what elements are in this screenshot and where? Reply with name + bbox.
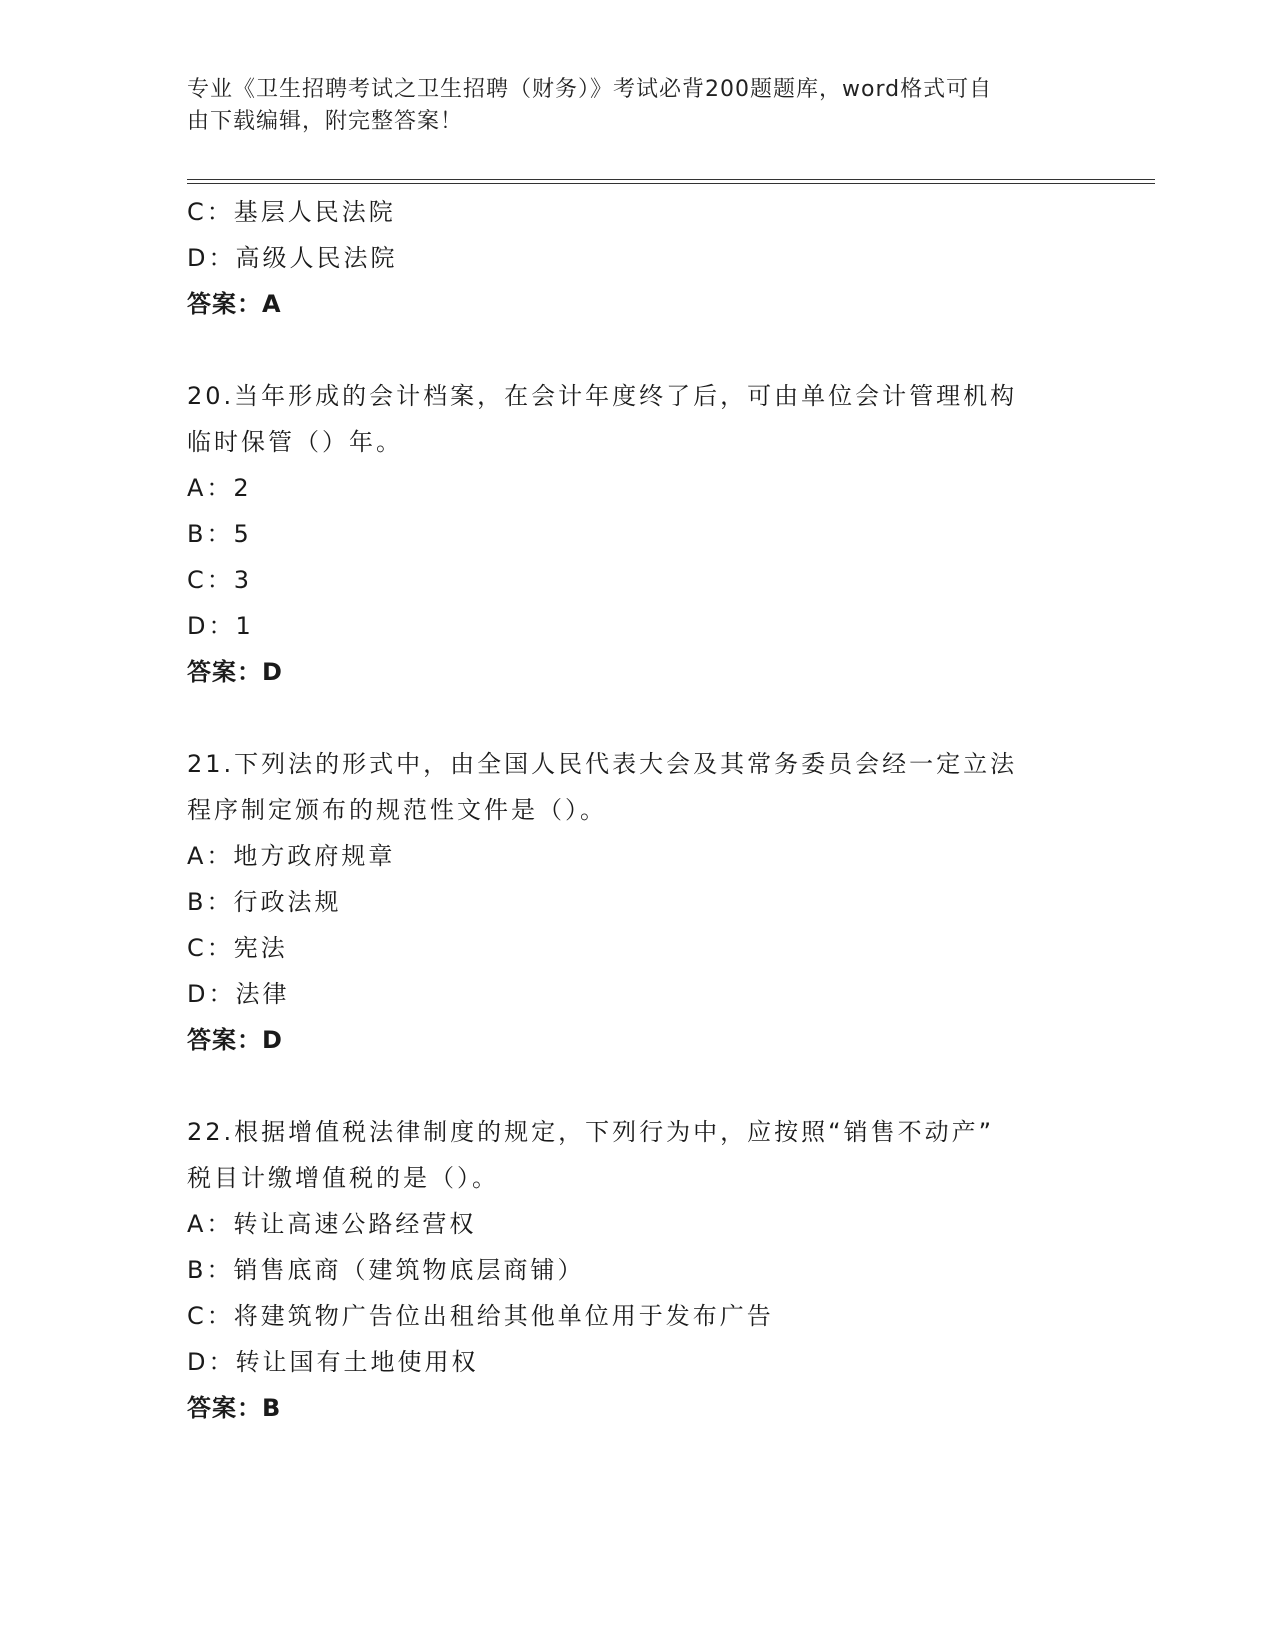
option-d: D：1 [187,612,254,640]
document-header [187,74,1087,138]
option-a: A：地方政府规章 [187,842,396,870]
option-d: D：高级人民法院 [187,244,398,272]
option-b: B：销售底商（建筑物底层商铺） [187,1256,585,1284]
answer-line: 答案：D [187,658,283,686]
spacer [187,327,1127,373]
question-text-line: 程序制定颁布的规范性文件是（）。 [187,796,607,824]
option-a: A：转让高速公路经营权 [187,1210,477,1238]
question-22 [187,1109,1127,1431]
answer-line: 答案：A [187,290,282,318]
spacer [187,695,1127,741]
question-20 [187,373,1127,695]
spacer [187,1063,1127,1109]
option-b: B：行政法规 [187,888,342,916]
option-d: D：法律 [187,980,290,1008]
question-text-line: 税目计缴增值税的是（）。 [187,1164,499,1192]
option-b: B：5 [187,520,252,548]
option-a: A：2 [187,474,252,502]
option-c: C：基层人民法院 [187,198,396,226]
option-c: C：将建筑物广告位出租给其他单位用于发布广告 [187,1302,774,1330]
header-line-1: 专业《卫生招聘考试之卫生招聘（财务）》考试必背200题题库，word格式可自 [187,77,993,102]
header-rule-bottom [187,183,1155,184]
question-21 [187,741,1127,1063]
carryover-block [187,189,1127,327]
option-c: C：3 [187,566,253,594]
question-text-line: 临时保管（）年。 [187,428,403,456]
answer-line: 答案：D [187,1026,283,1054]
option-c: C：宪法 [187,934,288,962]
question-list [187,189,1127,1431]
question-text-line: 22.根据增值税法律制度的规定，下列行为中，应按照“销售不动产” [187,1118,995,1146]
header-line-2: 由下载编辑，附完整答案！ [187,109,464,134]
header-rule-top [187,179,1155,180]
option-d: D：转让国有土地使用权 [187,1348,479,1376]
question-text-line: 21.下列法的形式中，由全国人民代表大会及其常务委员会经一定立法 [187,750,1018,778]
answer-line: 答案：B [187,1394,282,1422]
question-text-line: 20.当年形成的会计档案，在会计年度终了后，可由单位会计管理机构 [187,382,1018,410]
